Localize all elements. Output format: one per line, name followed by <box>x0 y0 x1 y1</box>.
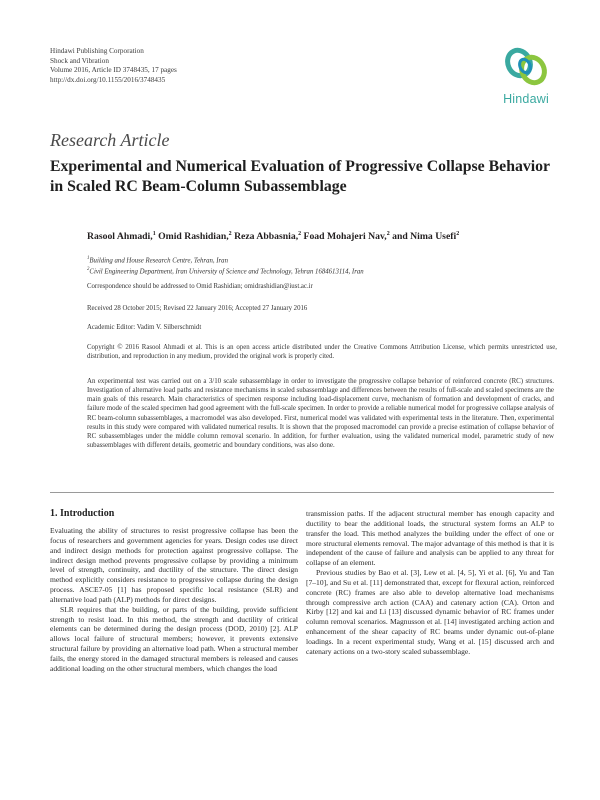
article-type: Research Article <box>50 130 170 150</box>
paper-title: Experimental and Numerical Evaluation of Progressive Collapse Behavior in Scaled RC Beam-Column Subassemblage <box>50 158 550 195</box>
author-affiliation-mark: 2 <box>298 231 302 237</box>
body-paragraph: Evaluating the ability of structures to resist progressive collapse has been the focus of researchers and government agencies for years. Design codes use direct and indirect design methods for protection against progressive collapse. The indirect design method prevents progressive collapse by providing a minimum level of strength, continuity, and ductility of the structure. The direct design method explicitly considers resistance to progressive collapse during the design process. ASCE7-05 [1] has proposed specific local resistance (SLR) and alternative load path (ALP) methods for direct designs. <box>50 526 298 604</box>
author-affiliation-mark: 2 <box>386 231 390 237</box>
journal-header <box>50 47 177 85</box>
section-heading: 1. Introduction <box>50 508 115 519</box>
body-column-right <box>306 509 554 657</box>
academic-editor: Academic Editor: Vadim V. Silberschmidt <box>87 324 202 331</box>
affiliation-item <box>87 265 557 276</box>
author-name: Reza Abbasnia, <box>234 231 299 243</box>
author-name: Omid Rashidian, <box>158 231 229 243</box>
body-paragraph: SLR requires that the building, or parts of the building, provide sufficient strength to resist load. In this method, the strength and ductility of critical elements can be determined during the design process (DOD, 2010) [2]. ALP allows local failure of structural members; however, it prevents extensive structural failure by providing an alternative load path. When a structural member fails, the energy stored in the damaged structural members is released and causes additional loading on the other structural members, which changes the load <box>50 604 298 673</box>
author-affiliation-mark: 2 <box>228 231 232 237</box>
copyright-notice: Copyright © 2016 Rasool Ahmadi et al. This is an open access article distributed under the Creative Commons Attribution License, which permits unrestricted use, distribution, and reproduction in any medium, provided the original work is properly cited. <box>87 344 557 361</box>
abstract: An experimental test was carried out on a 3/10 scale subassemblage in order to investigate the progressive collapse behavior of reinforced concrete (RC) structures. Investigation of alternative load paths and resistance mechanisms in scaled subassemblage and differences between the results of full-scale and scaled specimens are the main goals of this research. Main characteristics of specimen response including load-displacement curve, mechanism of formation and development of cracks, and failure mode of the scaled specimen had good agreement with the full-scale specimen. In order to provide a reliable numerical model for progressive collapse analysis of RC beam-column subassemblages, a macromodel was also developed. First, numerical model was validated with experimental tests in the literature. Then, experimental results in this study were compared with validated numerical results. It is shown that the proposed macromodel can provide a precise estimation of collapse behavior of RC subassemblages under the middle column removal scenario. In addition, for further evaluation, using the validated numerical model, parametric study of new subassemblages with different details, geometric and boundary conditions, was also done. <box>87 378 554 450</box>
hindawi-logo <box>497 44 555 106</box>
publisher-name: Hindawi Publishing Corporation <box>50 47 144 55</box>
affiliation-item <box>87 254 557 265</box>
doi-link[interactable]: http://dx.doi.org/10.1155/2016/3748435 <box>50 75 166 84</box>
section-divider <box>50 492 554 493</box>
body-column-left <box>50 526 298 674</box>
submission-dates: Received 28 October 2015; Revised 22 January 2016; Accepted 27 January 2016 <box>87 305 308 312</box>
affiliation-text: Civil Engineering Department, Iran University of Science and Technology, Tehran 1684613114, Iran <box>89 268 364 276</box>
affiliation-text: Building and House Research Centre, Tehran, Iran <box>89 257 228 265</box>
affiliations <box>87 254 557 277</box>
hindawi-logo-text: Hindawi <box>503 92 549 106</box>
journal-name: Shock and Vibration <box>50 56 109 65</box>
author-name: and Nima Usefi <box>392 231 457 243</box>
hindawi-logo-icon <box>497 44 555 92</box>
author-name: Rasool Ahmadi, <box>87 231 153 243</box>
correspondence: Correspondence should be addressed to Omid Rashidian; omidrashidian@iust.ac.ir <box>87 283 313 290</box>
affiliation-number: 1 <box>87 256 90 261</box>
author-list <box>87 231 567 242</box>
body-paragraph: transmission paths. If the adjacent structural member has enough capacity and ductility to bear the additional loads, the structural system forms an ALP to transfer the load. This method analyzes the building under the effect of one or more structural elements removal. The major advantage of this method is that it is independent of the cause of failure and analysis can be applied to any threat for collapse of an element. <box>306 509 554 568</box>
author-name: Foad Mohajeri Nav, <box>303 231 387 243</box>
author-affiliation-mark: 2 <box>456 231 460 237</box>
volume-info: Volume 2016, Article ID 3748435, 17 pages <box>50 66 177 75</box>
affiliation-number: 2 <box>87 267 90 273</box>
author-affiliation-mark: 1 <box>152 231 156 237</box>
body-paragraph: Previous studies by Bao et al. [3], Lew et al. [4, 5], Yi et al. [6], Yu and Tan [7–10], and Su et al. [11] demonstrated that, except for flexural action, reinforced concrete (RC) frames are also able to develop alternative load mechanisms through compressive arch action (CAA) and catenary action (CA). Orton and Kirby [12] and kai and Li [13] discussed dynamic behavior of RC frames under column removal scenarios. Magnusson et al. [14] investigated arching action and enhancement of the shear capacity of RC beams under dynamic out-of-plane loadings. In a recent experimental study, Wang et al. [15] discussed arch and catenary actions on a two-story scaled subassemblage. <box>306 568 554 656</box>
